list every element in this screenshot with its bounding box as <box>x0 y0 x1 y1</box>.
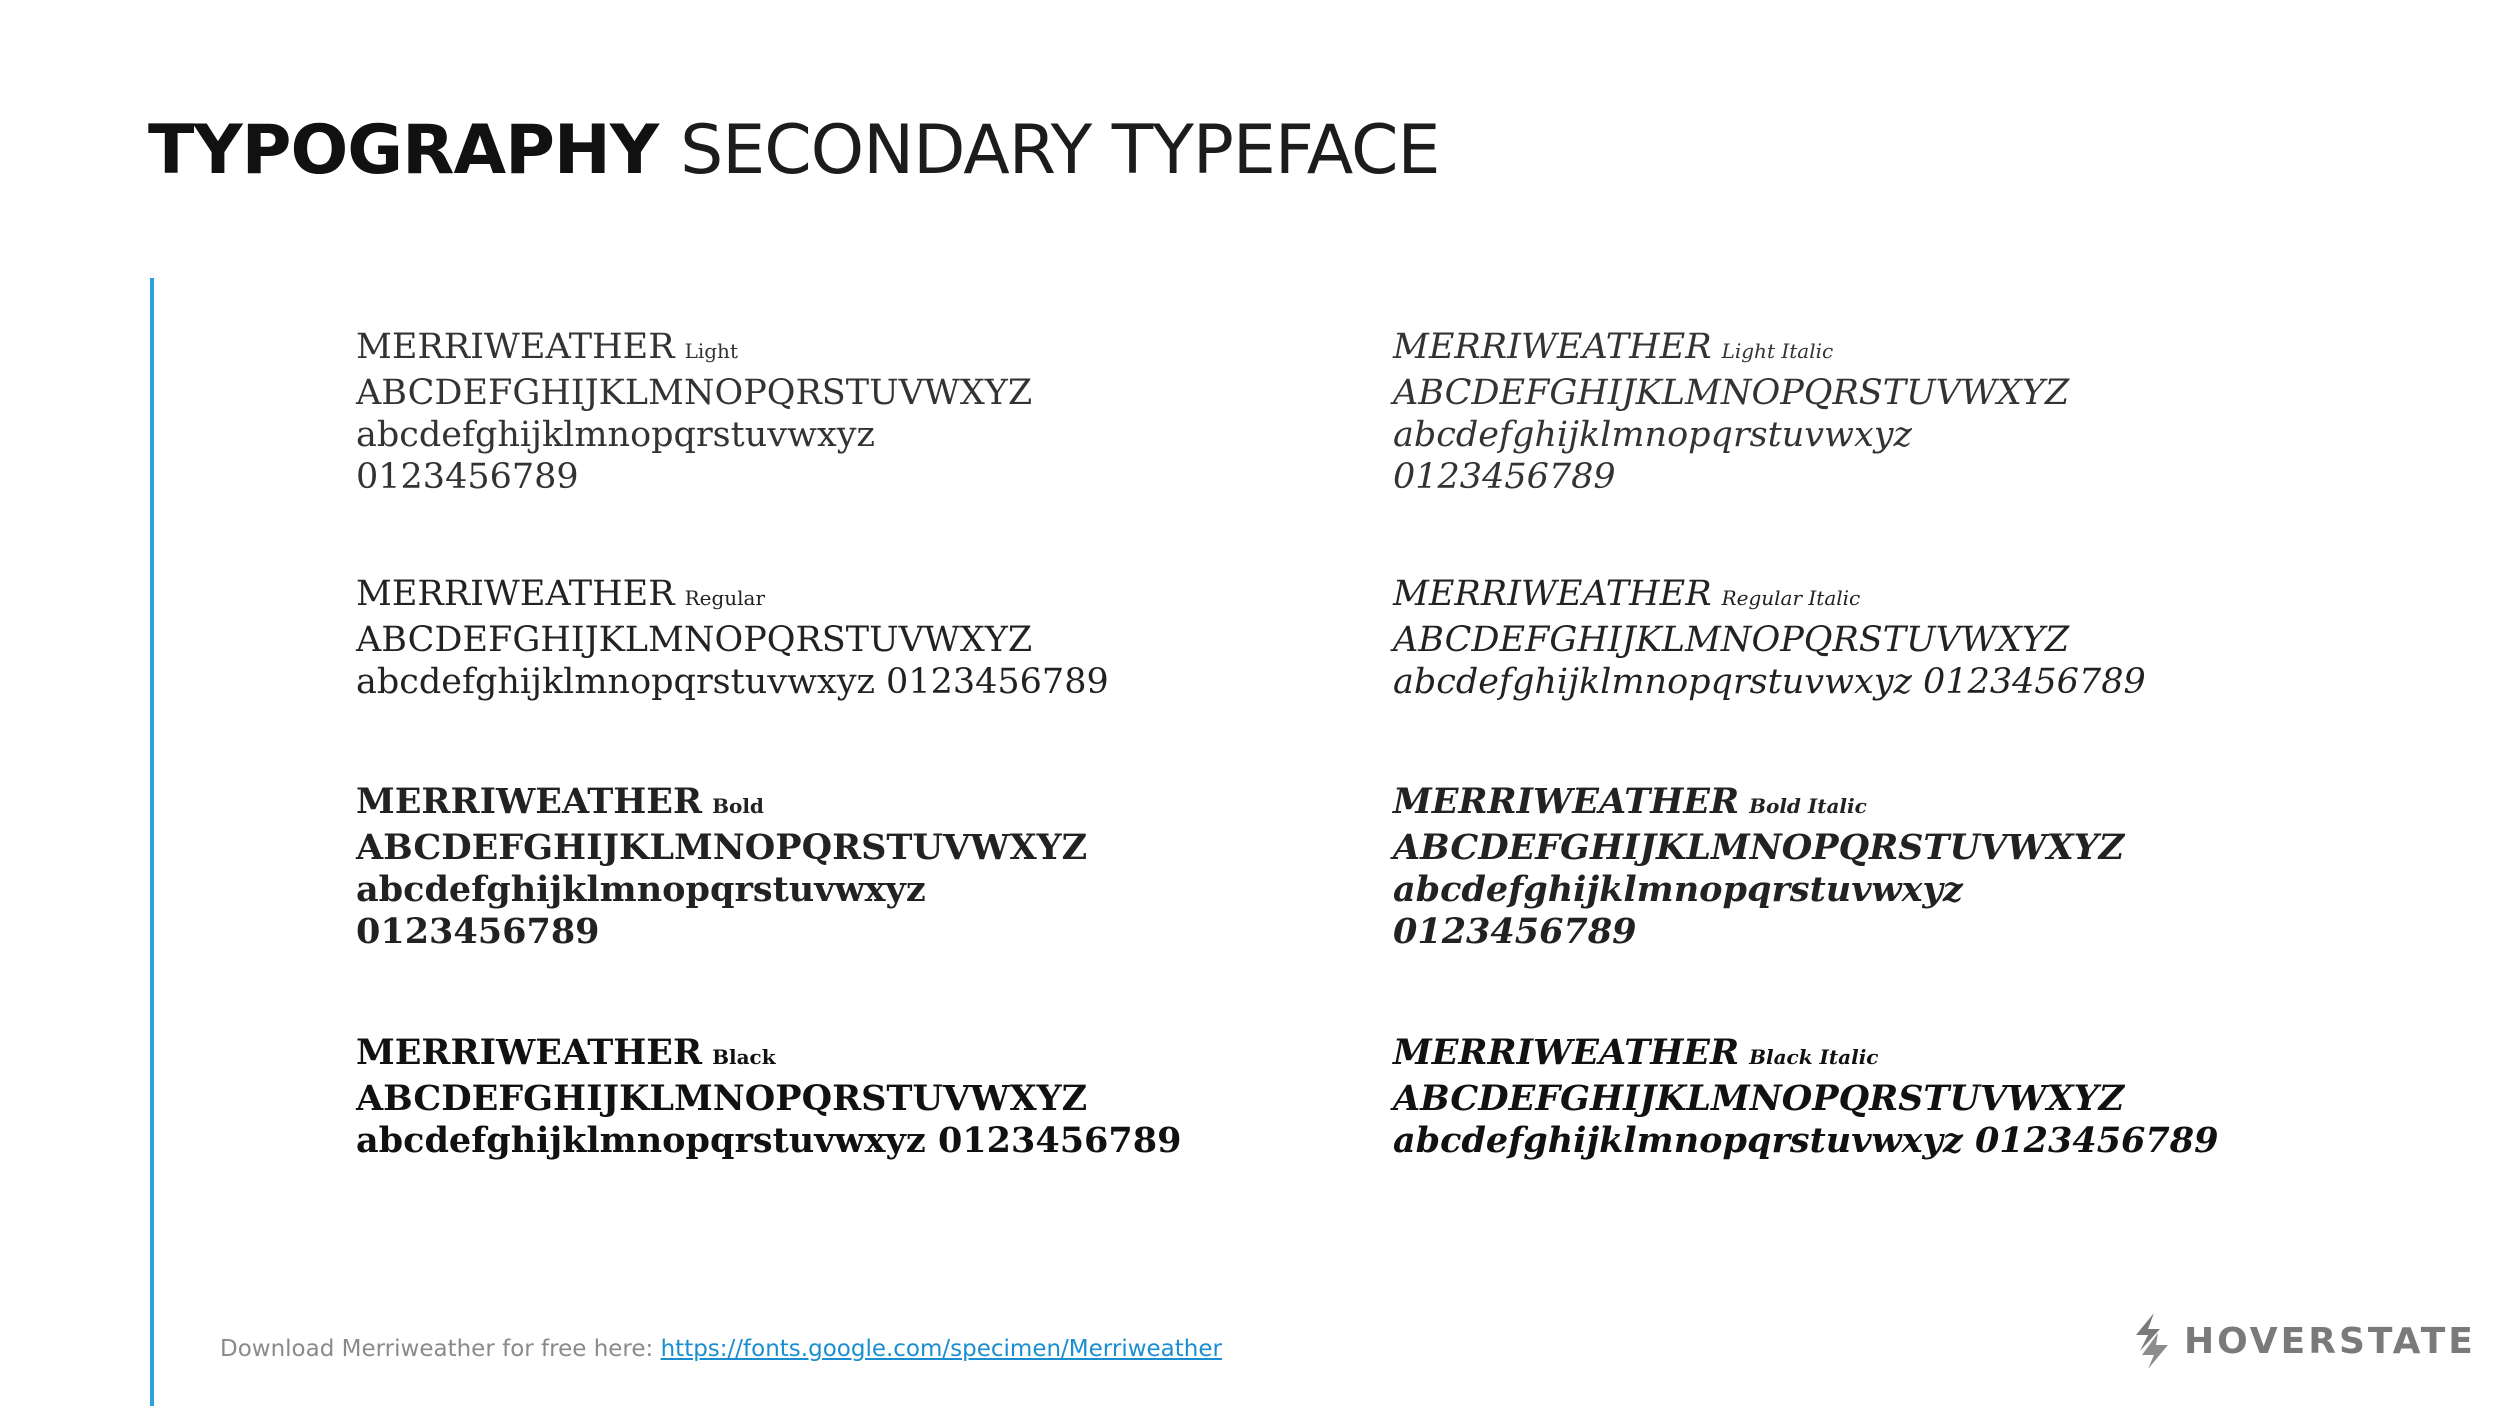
specimen-heading <box>356 1032 1181 1078</box>
page-title <box>148 108 1439 193</box>
specimen-uppercase: ABCDEFGHIJKLMNOPQRSTUVWXYZ <box>1393 1078 2125 1119</box>
hoverstate-logo-icon <box>2130 1311 2174 1371</box>
specimen-bold-italic <box>1393 781 2124 953</box>
specimen-style-label: Regular <box>684 586 766 610</box>
download-note-text: Download Merriweather for free here: <box>220 1336 661 1362</box>
specimen-black-italic <box>1393 1032 2218 1162</box>
specimen-style-label: Light <box>684 339 738 363</box>
specimen-black <box>356 1032 1181 1162</box>
specimen-name: MERRIWEATHER <box>1393 781 1740 822</box>
specimen-heading <box>1393 326 2069 372</box>
specimen-numerals: 0123456789 <box>356 911 600 952</box>
specimen-numerals: 0123456789 <box>1393 911 1637 952</box>
logo-wordmark: HOVERSTATE <box>2184 1320 2476 1362</box>
specimen-uppercase: ABCDEFGHIJKLMNOPQRSTUVWXYZ <box>356 620 1033 660</box>
specimen-heading <box>356 781 1087 827</box>
specimen-lowercase: abcdefghijklmnopqrstuvwxyz <box>1393 869 1963 910</box>
specimen-numerals: 0123456789 <box>1393 457 1616 497</box>
specimen-lowercase: abcdefghijklmnopqrstuvwxyz <box>1393 415 1912 455</box>
specimen-regular <box>356 573 1109 703</box>
specimen-lowercase-numerals: abcdefghijklmnopqrstuvwxyz 0123456789 <box>1393 1120 2219 1161</box>
specimen-style-label: Bold Italic <box>1749 794 1867 818</box>
specimen-name: MERRIWEATHER <box>356 781 703 822</box>
specimen-bold <box>356 781 1087 953</box>
merriweather-download-link[interactable]: https://fonts.google.com/specimen/Merriweather <box>660 1336 1222 1362</box>
specimen-lowercase-numerals: abcdefghijklmnopqrstuvwxyz 0123456789 <box>356 1120 1182 1161</box>
download-note <box>220 1336 1222 1362</box>
specimen-heading <box>1393 1032 2218 1078</box>
specimen-uppercase: ABCDEFGHIJKLMNOPQRSTUVWXYZ <box>1393 827 2125 868</box>
specimen-lowercase: abcdefghijklmnopqrstuvwxyz <box>356 869 926 910</box>
specimen-name: MERRIWEATHER <box>1393 574 1712 614</box>
specimen-lowercase: abcdefghijklmnopqrstuvwxyz <box>356 415 875 455</box>
specimen-name: MERRIWEATHER <box>1393 327 1712 367</box>
accent-divider <box>150 278 154 1406</box>
specimen-heading <box>356 573 1109 619</box>
specimen-style-label: Bold <box>712 794 764 818</box>
specimen-light-italic <box>1393 326 2069 498</box>
specimen-light <box>356 326 1032 498</box>
specimen-uppercase: ABCDEFGHIJKLMNOPQRSTUVWXYZ <box>356 373 1033 413</box>
hoverstate-logo <box>2130 1310 2476 1372</box>
specimen-lowercase-numerals: abcdefghijklmnopqrstuvwxyz 0123456789 <box>356 662 1109 702</box>
page-title-secondary: SECONDARY TYPEFACE <box>680 111 1440 190</box>
specimen-style-label: Black <box>712 1045 776 1069</box>
specimen-uppercase: ABCDEFGHIJKLMNOPQRSTUVWXYZ <box>356 1078 1088 1119</box>
specimen-name: MERRIWEATHER <box>356 1032 703 1073</box>
specimen-lowercase-numerals: abcdefghijklmnopqrstuvwxyz 0123456789 <box>1393 662 2146 702</box>
specimen-heading <box>1393 781 2124 827</box>
specimen-uppercase: ABCDEFGHIJKLMNOPQRSTUVWXYZ <box>356 827 1088 868</box>
page-title-primary: TYPOGRAPHY <box>148 111 659 190</box>
specimen-regular-italic <box>1393 573 2146 703</box>
specimen-heading <box>356 326 1032 372</box>
specimen-uppercase: ABCDEFGHIJKLMNOPQRSTUVWXYZ <box>1393 620 2070 660</box>
specimen-name: MERRIWEATHER <box>356 574 675 614</box>
specimen-style-label: Black Italic <box>1749 1045 1879 1069</box>
specimen-heading <box>1393 573 2146 619</box>
specimen-numerals: 0123456789 <box>356 457 579 497</box>
specimen-style-label: Light Italic <box>1721 339 1834 363</box>
specimen-uppercase: ABCDEFGHIJKLMNOPQRSTUVWXYZ <box>1393 373 2070 413</box>
specimen-name: MERRIWEATHER <box>356 327 675 367</box>
specimen-style-label: Regular Italic <box>1721 586 1861 610</box>
specimen-name: MERRIWEATHER <box>1393 1032 1740 1073</box>
